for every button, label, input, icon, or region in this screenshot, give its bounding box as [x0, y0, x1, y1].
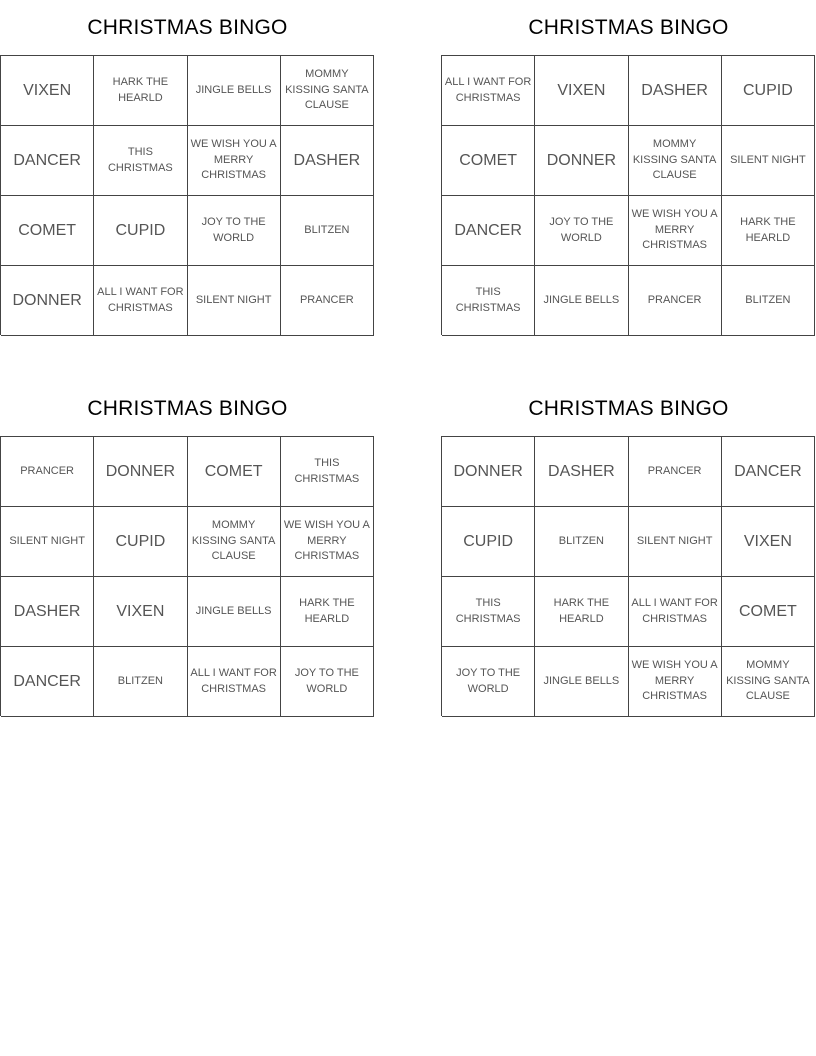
bingo-cell: COMET — [188, 437, 281, 507]
bingo-cell: COMET — [1, 196, 94, 266]
bingo-cell: JINGLE BELLS — [535, 647, 628, 717]
bingo-cell: BLITZEN — [281, 196, 374, 266]
bingo-cell: JOY TO THE WORLD — [281, 647, 374, 717]
bingo-cell: VIXEN — [722, 507, 815, 577]
bingo-cell: VIXEN — [535, 56, 628, 126]
bingo-cell: DANCER — [442, 196, 535, 266]
bingo-cell: SILENT NIGHT — [629, 507, 722, 577]
bingo-cell: SILENT NIGHT — [1, 507, 94, 577]
bingo-cell: DANCER — [722, 437, 815, 507]
bingo-cell: WE WISH YOU A MERRY CHRISTMAS — [629, 196, 722, 266]
bingo-cell: THIS CHRISTMAS — [442, 577, 535, 647]
bingo-cell: COMET — [442, 126, 535, 196]
bingo-cell: HARK THE HEARLD — [94, 56, 187, 126]
bingo-cell: DASHER — [629, 56, 722, 126]
bingo-cell: JINGLE BELLS — [188, 577, 281, 647]
bingo-cell: DASHER — [535, 437, 628, 507]
bingo-grid — [0, 55, 374, 335]
bingo-cell: ALL I WANT FOR CHRISTMAS — [442, 56, 535, 126]
bingo-cell: DONNER — [535, 126, 628, 196]
bingo-card-2 — [441, 0, 816, 335]
bingo-grid — [441, 436, 815, 716]
bingo-cell: PRANCER — [629, 437, 722, 507]
card-title: CHRISTMAS BINGO — [528, 16, 729, 39]
bingo-cell: CUPID — [442, 507, 535, 577]
bingo-cell: HARK THE HEARLD — [281, 577, 374, 647]
bingo-cell: JINGLE BELLS — [188, 56, 281, 126]
bingo-cell: DONNER — [442, 437, 535, 507]
card-title: CHRISTMAS BINGO — [87, 397, 288, 420]
bingo-cell: CUPID — [94, 507, 187, 577]
bingo-cell: HARK THE HEARLD — [535, 577, 628, 647]
bingo-cell: CUPID — [94, 196, 187, 266]
bingo-cell: PRANCER — [629, 266, 722, 336]
bingo-grid — [441, 55, 815, 335]
bingo-cell: JOY TO THE WORLD — [442, 647, 535, 717]
bingo-cell: WE WISH YOU A MERRY CHRISTMAS — [629, 647, 722, 717]
bingo-cell: VIXEN — [94, 577, 187, 647]
bingo-cell: ALL I WANT FOR CHRISTMAS — [94, 266, 187, 336]
bingo-cell: HARK THE HEARLD — [722, 196, 815, 266]
bingo-cell: DONNER — [94, 437, 187, 507]
bingo-cell: WE WISH YOU A MERRY CHRISTMAS — [281, 507, 374, 577]
bingo-cell: ALL I WANT FOR CHRISTMAS — [188, 647, 281, 717]
card-title: CHRISTMAS BINGO — [87, 16, 288, 39]
bingo-card-3 — [0, 381, 375, 716]
bingo-cell: DANCER — [1, 126, 94, 196]
bingo-cell: MOMMY KISSING SANTA CLAUSE — [188, 507, 281, 577]
bingo-cell: SILENT NIGHT — [188, 266, 281, 336]
bingo-card-1 — [0, 0, 375, 335]
bingo-cell: DANCER — [1, 647, 94, 717]
bingo-cell: CUPID — [722, 56, 815, 126]
bingo-cell: THIS CHRISTMAS — [94, 126, 187, 196]
bingo-cell: THIS CHRISTMAS — [442, 266, 535, 336]
bingo-cell: VIXEN — [1, 56, 94, 126]
bingo-cell: ALL I WANT FOR CHRISTMAS — [629, 577, 722, 647]
bingo-cell: COMET — [722, 577, 815, 647]
bingo-cell: JOY TO THE WORLD — [535, 196, 628, 266]
bingo-cell: BLITZEN — [535, 507, 628, 577]
bingo-cell: JINGLE BELLS — [535, 266, 628, 336]
bingo-cell: PRANCER — [1, 437, 94, 507]
bingo-grid — [0, 436, 374, 716]
bingo-cell: WE WISH YOU A MERRY CHRISTMAS — [188, 126, 281, 196]
bingo-cell: MOMMY KISSING SANTA CLAUSE — [629, 126, 722, 196]
bingo-cell: SILENT NIGHT — [722, 126, 815, 196]
bingo-cell: THIS CHRISTMAS — [281, 437, 374, 507]
bingo-cell: MOMMY KISSING SANTA CLAUSE — [722, 647, 815, 717]
card-title: CHRISTMAS BINGO — [528, 397, 729, 420]
bingo-cell: BLITZEN — [722, 266, 815, 336]
bingo-cell: PRANCER — [281, 266, 374, 336]
bingo-cell: BLITZEN — [94, 647, 187, 717]
bingo-cell: DASHER — [281, 126, 374, 196]
bingo-cell: DONNER — [1, 266, 94, 336]
bingo-cell: DASHER — [1, 577, 94, 647]
bingo-cell: MOMMY KISSING SANTA CLAUSE — [281, 56, 374, 126]
bingo-card-4 — [441, 381, 816, 716]
bingo-cell: JOY TO THE WORLD — [188, 196, 281, 266]
